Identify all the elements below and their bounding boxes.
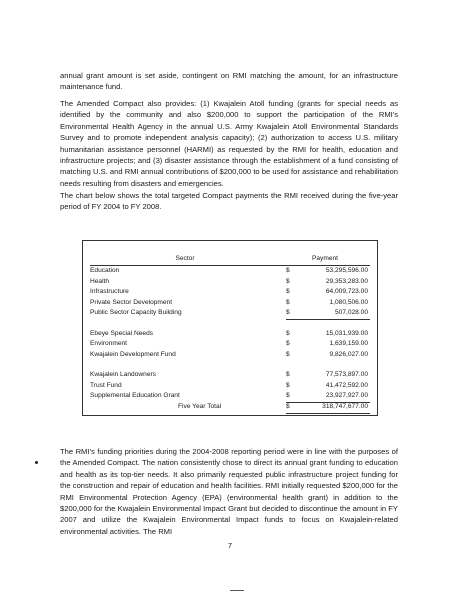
table-row: Environment $ 1,639,159.00 [90, 340, 368, 347]
table-row: Ebeye Special Needs $ 15,031,939.00 [90, 329, 368, 337]
table-row: Supplemental Education Grant $ 23,927,927.00 [90, 391, 370, 402]
paragraph-chart-intro: The chart below shows the total targeted Compact payments the RMI received during the five-year period of FY 2004 to FY 2008. [60, 191, 398, 212]
paragraph-amended-compact-provisions: The Amended Compact also provides: (1) Kwajalein Atoll funding (grants for special needs as identified by the community and also $200,000 to support the participation of the RMI's Environmental Health Agency in the annual U.S. Army Kwajalein Atoll Environmental Standards Survey and to promote independent analysis capacity); (2) authorization to access U.S. military humanitarian assistance personnel (HARMI) as requested by the RMI for health, education and infrastructure projects; and (3) disaster assistance through the establishment of a fund consisting of matching U.S. and RMI annual contributions of $200,000 to be used for assistance and rehabilitation needs resulting from disasters and emergencies. [60, 99, 398, 188]
scan-mark [230, 590, 244, 591]
payments-table [90, 254, 370, 412]
table-total-row: Five Year Total $ 318,747,677.00 [90, 402, 370, 413]
table-row: Public Sector Capacity Building $ 507,028.00 [90, 308, 370, 319]
header-payment: Payment [311, 255, 339, 262]
table-row: Trust Fund $ 41,472,592.00 [90, 381, 368, 389]
table-row: Kwajalein Landowners $ 77,573,897.00 [90, 371, 368, 378]
table-header-row [90, 254, 370, 266]
table-row: Education $ 53,295,596.00 [90, 267, 368, 274]
table-row: Infrastructure $ 64,009,723.00 [90, 288, 368, 295]
paragraph-infrastructure-fund: annual grant amount is set aside, contingent on RMI matching the amount, for an infrastructure maintenance fund. [60, 71, 398, 92]
header-sector: Sector [175, 255, 195, 262]
scan-mark [35, 461, 38, 464]
table-row: Kwajalein Development Fund $ 9,826,027.00 [90, 350, 368, 358]
paragraph-funding-priorities: The RMI's funding priorities during the 2004-2008 reporting period were in line with the purposes of the Amended Compact. The nation consistently chose to direct its annual grant funding to education and health as its top-tier needs. It also primarily requested public infrastructure project funding for the construction and repair of education and health facilities. RMI initially requested $200,000 for the RMI Environmental Protection Agency (EPA) (environmental health grant) in addition to the $200,000 for the Kwajalein Environmental Impact Grant but decided to discontinue the amount in FY 2007 and utilize the Kwajalein Environmental Impact funds to focus on Kwajalein-related environmental activities. The RMI [60, 447, 398, 536]
table-row: Private Sector Development $ 1,080,506.00 [90, 298, 368, 306]
page-number: 7 [227, 541, 233, 550]
table-row: Health $ 29,353,283.00 [90, 277, 368, 285]
